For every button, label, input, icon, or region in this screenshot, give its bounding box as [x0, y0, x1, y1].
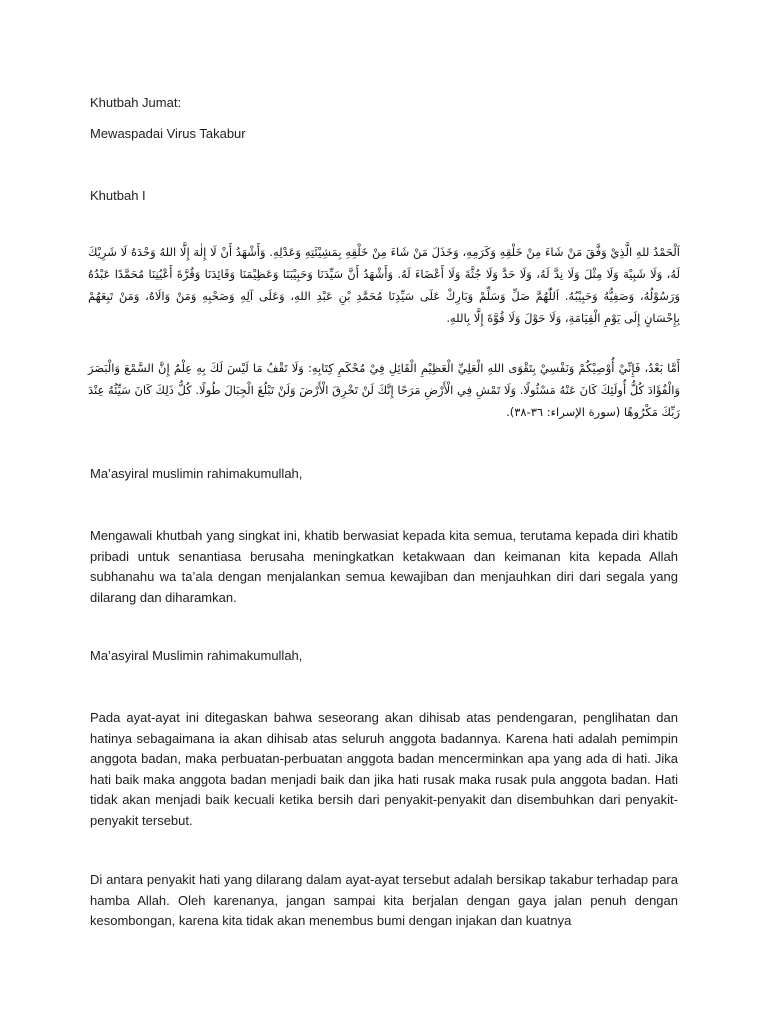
document-subtitle: Mewaspadai Virus Takabur	[90, 126, 246, 141]
section-heading: Khutbah I	[90, 188, 146, 203]
document-title: Khutbah Jumat:	[90, 95, 182, 110]
arabic-quran-verse: أَمَّا بَعْدُ، فَإِنِّيْ أُوْصِيْكُمْ وَنَفْسِيْ بِتَقْوَى اللهِ الْعَلِيِّ الْعَظِيْمِ الْقَائِلِ فِيْ مُحْكَمِ كِتَابِهِ: وَلَا تَقْفُ مَا لَيْسَ لَكَ بِهِ عِلْمٌ إِنَّ السَّمْعَ وَالْبَصَرَ وَالْفُؤَادَ كُلُّ أُولَئِكَ كَانَ عَنْهُ مَسْئُولًا. وَلَا تَمْشِ فِي الْأَرْضِ مَرَحًا إِنَّكَ لَنْ تَخْرِقَ الْأَرْضَ وَلَنْ تَبْلُغَ الْجِبَالَ طُولًا. كُلُّ ذَلِكَ كَانَ سَيِّئُهُ عِنْدَ رَبِّكَ مَكْرُوهًا (سورة الإسراء: ٣٦-٣٨).	[88, 361, 680, 419]
paragraph-3: Di antara penyakit hati yang dilarang dalam ayat-ayat tersebut adalah bersikap takabur terhadap para hamba Allah. Oleh karenanya, jangan sampai kita berjalan dengan gaya jalan penuh dengan kesombongan, karena kita tidak akan menembus bumi dengan injakan dan kuatnya	[90, 872, 678, 928]
greeting-2: Ma’asyiral Muslimin rahimakumullah,	[90, 648, 303, 663]
paragraph-2: Pada ayat-ayat ini ditegaskan bahwa seseorang akan dihisab atas pendengaran, penglihatan dan hatinya sebagaimana ia akan dihisab atas seluruh anggota badannya. Karena hati adalah pemimpin anggota badan, maka perbuatan-perbuatan anggota badan mencerminkan apa yang ada di hati. Jika hati baik maka anggota badan menjadi baik dan jika hati rusak maka rusak pula anggota badan. Hati tidak akan menjadi baik kecuali ketika bersih dari penyakit-penyakit dan disembuhkan dari penyakit-penyakit tersebut.	[90, 710, 678, 828]
greeting-1: Ma’asyiral muslimin rahimakumullah,	[90, 466, 303, 481]
paragraph-1: Mengawali khutbah yang singkat ini, khatib berwasiat kepada kita semua, terutama kepada diri khatib pribadi untuk senantiasa berusaha meningkatkan ketakwaan dan keimanan kita kepada Allah subhanahu wa ta’ala dengan menjalankan semua kewajiban dan menjauhkan diri dari segala yang dilarang dan diharamkan.	[90, 528, 678, 605]
arabic-opening-praise: اَلْحَمْدُ للهِ الَّذِيْ وَفَّقَ مَنْ شَاءَ مِنْ خَلْقِهِ وَكَرَمِهِ، وَخَذَلَ مَنْ شَاءَ مِنْ خَلْقِهِ بِمَشِيْئَتِهِ وَعَدْلِهِ. وَأَشْهَدُ أَنْ لَا إِلٰهَ إِلَّا اللهُ وَحْدَهُ لَا شَرِيْكَ لَهُ، وَلَا شَبِيْهَ وَلَا مِثْلَ وَلَا نِدَّ لَهُ، وَلَا حَدَّ وَلَا جُثَّةَ وَلَا أَعْضَاءَ لَهُ. وَأَشْهَدُ أَنَّ سَيِّدَنَا وَحَبِيْبَنَا وَعَظِيْمَنَا وَقَائِدَنَا وَقُرَّةَ أَعْيُنِنَا مُحَمَّدًا عَبْدُهُ وَرَسُوْلُهُ، وَصَفِيُّهُ وَحَبِيْبُهُ. اَللّٰهُمَّ صَلِّ وَسَلِّمْ وَبَارِكْ عَلَى سَيِّدِنَا مُحَمَّدِ بْنِ عَبْدِ اللهِ، وَعَلَى آلِهِ وَصَحْبِهِ وَمَنْ وَالَاهُ، وَمَنْ تَبِعَهُمْ بِإِحْسَانٍ إِلَى يَوْمِ الْقِيَامَةِ، وَلَا حَوْلَ وَلَا قُوَّةَ إِلَّا بِاللهِ.	[88, 245, 680, 325]
